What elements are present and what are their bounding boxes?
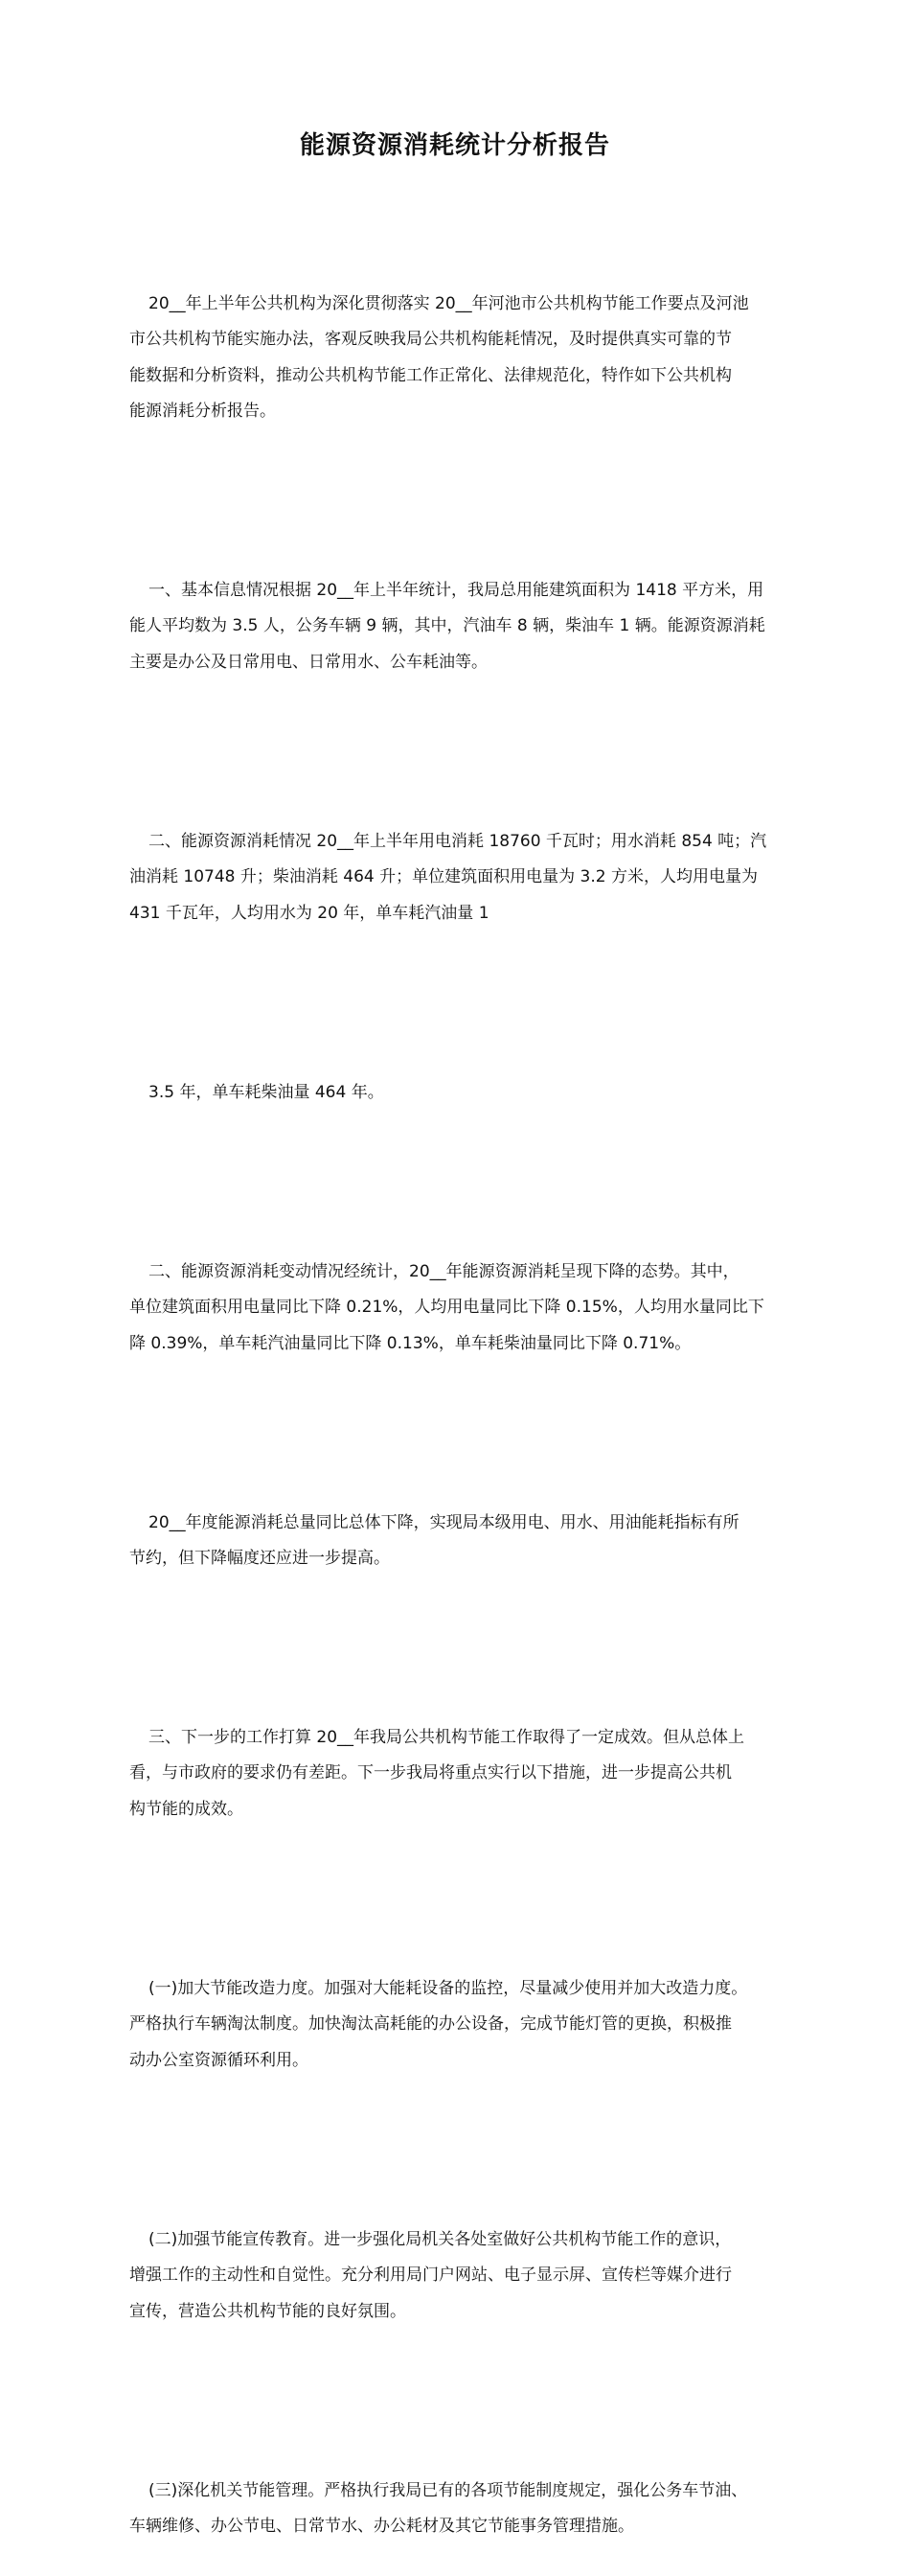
paragraph-line: 三、下一步的工作打算 20__年我局公共机构节能工作取得了一定成效。但从总体上 [148,1728,745,1748]
paragraph-consumption [110,752,802,1003]
paragraph-next-steps [110,1648,802,1899]
paragraph-line: 能数据和分析资料，推动公共机构节能工作正常化、法律规范化，特作如下公共机构 [129,365,732,385]
paragraph-line: (三)深化机关节能管理。严格执行我局已有的各项节能制度规定，强化公务车节油、 [148,2480,748,2500]
paragraph-line: 严格执行车辆淘汰制度。加快淘汰高耗能的办公设备，完成节能灯管的更换，积极推 [129,2014,732,2035]
paragraph-line: 20__年度能源消耗总量同比总体下降，实现局本级用电、用水、用油能耗指标有所 [148,1512,739,1532]
paragraph-measure-2 [110,2150,802,2402]
paragraph-line: 一、基本信息情况根据 20__年上半年统计，我局总用能建筑面积为 1418 平方米，用 [148,581,764,601]
document-title: 能源资源消耗统计分析报告 [299,131,610,160]
paragraph-line: 节约，但下降幅度还应进一步提高。 [129,1549,390,1569]
paragraph-line: 二、能源资源消耗情况 20__年上半年用电消耗 18760 千瓦时；用水消耗 854 吨；汽 [148,831,767,851]
paragraph-line: 油消耗 10748 升；柴油消耗 464 升；单位建筑面积用电量为 3.2 方米，人均用电量为 [129,867,758,887]
paragraph-line: 主要是办公及日常用电、日常用水、公车耗油等。 [129,652,488,672]
paragraph-measure-3 [110,2402,802,2576]
paragraph-line: 3.5 年，单车耗柴油量 464 年。 [148,1082,384,1102]
paragraph-line: 单位建筑面积用电量同比下降 0.21%，人均用电量同比下降 0.15%，人均用水量同比下 [129,1298,764,1318]
paragraph-line: 能人平均数为 3.5 人，公务车辆 9 辆，其中，汽油车 8 辆，柴油车 1 辆。能源资源消耗 [129,616,765,636]
paragraph-line: (一)加大节能改造力度。加强对大能耗设备的监控，尽量减少使用并加大改造力度。 [148,1978,748,1998]
paragraph-line: 市公共机构节能实施办法，客观反映我局公共机构能耗情况，及时提供真实可靠的节 [129,330,732,350]
paragraph-line: 能源消耗分析报告。 [129,402,276,422]
document-body [110,215,802,2576]
paragraph-line: 看，与市政府的要求仍有差距。下一步我局将重点实行以下措施，进一步提高公共机 [129,1763,732,1783]
paragraph-basic-info [110,501,802,752]
paragraph-intro [110,215,802,501]
paragraph-measure-1 [110,1899,802,2150]
paragraph-change [110,1183,802,1434]
paragraph-line: 宣传，营造公共机构节能的良好氛围。 [129,2301,406,2321]
paragraph-line: 431 千瓦年，人均用水为 20 年，单车耗汽油量 1 [129,903,489,923]
paragraph-line: 降 0.39%，单车耗汽油量同比下降 0.13%，单车耗柴油量同比下降 0.71%。 [129,1333,692,1353]
paragraph-line: (二)加强节能宣传教育。进一步强化局机关各处室做好公共机构节能工作的意识， [148,2229,732,2249]
paragraph-line: 构节能的成效。 [129,1799,243,1819]
paragraph-line: 增强工作的主动性和自觉性。充分利用局门户网站、电子显示屏、宣传栏等媒介进行 [129,2266,732,2286]
paragraph-consumption-cont [110,1003,802,1183]
paragraph-annual [110,1434,802,1648]
paragraph-line: 二、能源资源消耗变动情况经统计，20__年能源资源消耗呈现下降的态势。其中， [148,1261,739,1281]
paragraph-line: 20__年上半年公共机构为深化贯彻落实 20__年河池市公共机构节能工作要点及河池 [148,293,749,313]
paragraph-line: 动办公室资源循环利用。 [129,2050,308,2070]
paragraph-line: 车辆维修、办公节电、日常节水、办公耗材及其它节能事务管理措施。 [129,2517,634,2536]
